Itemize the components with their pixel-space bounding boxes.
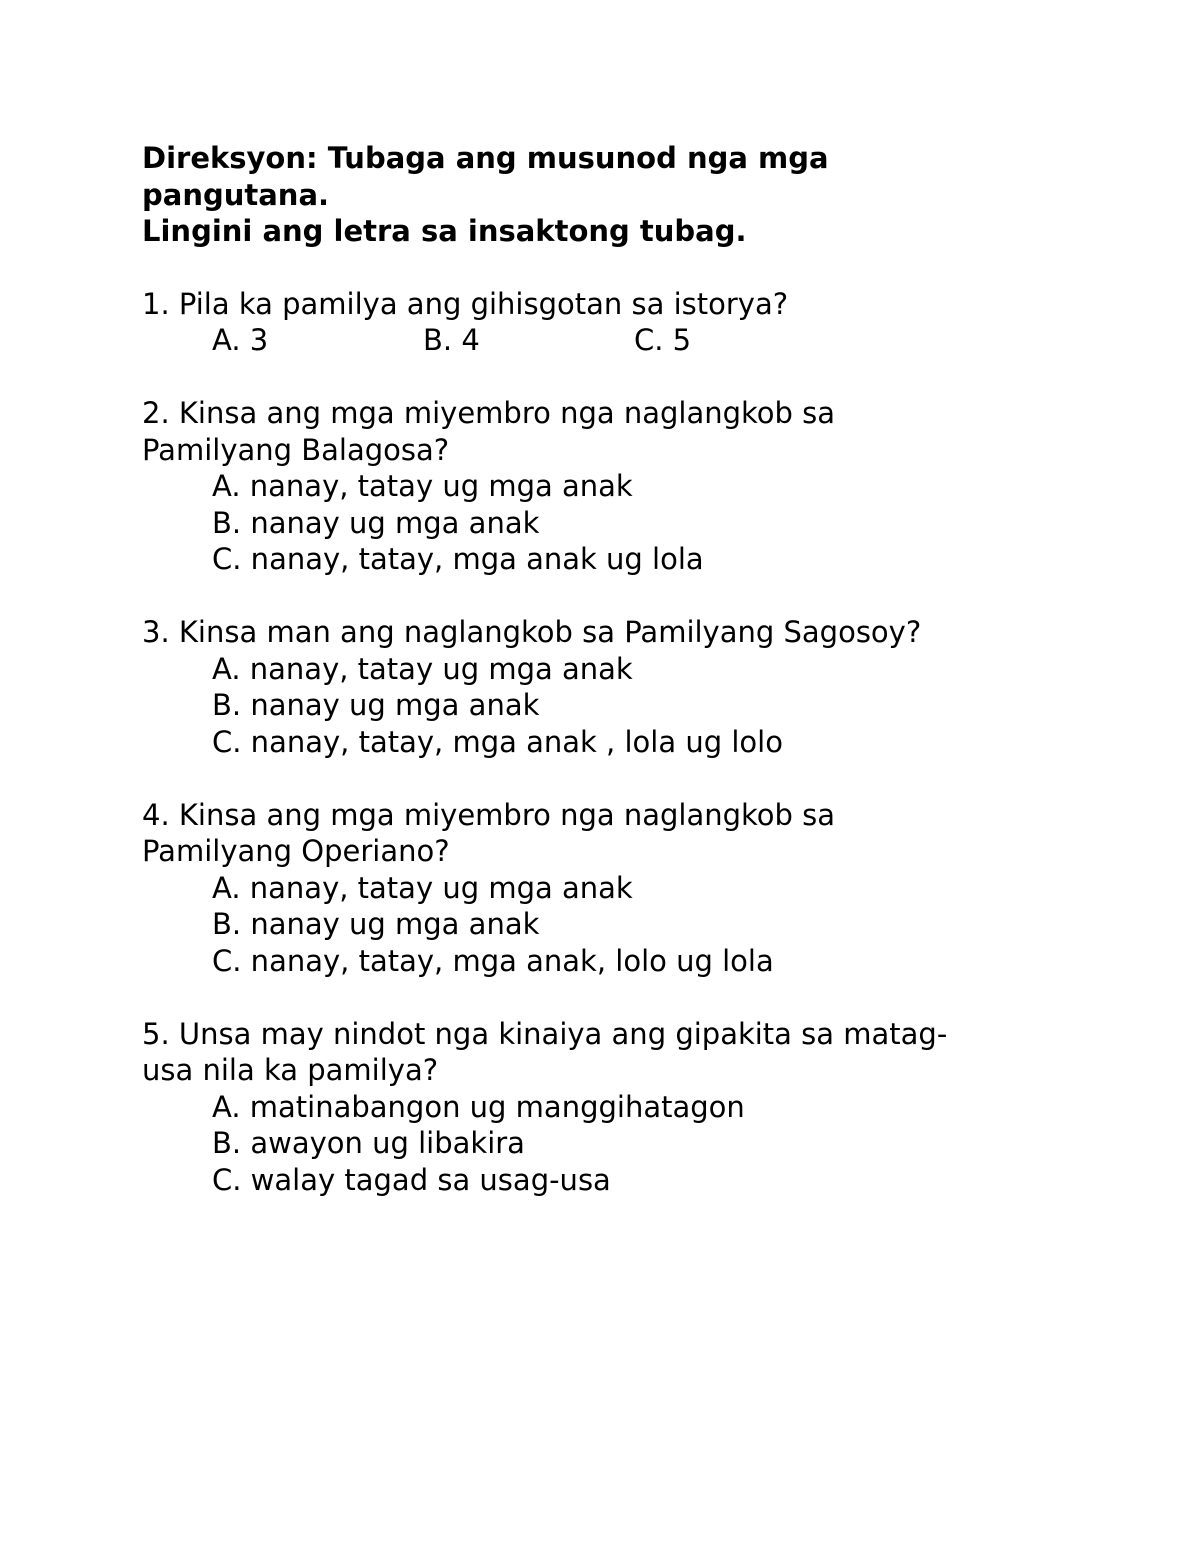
question-3-text: 3. Kinsa man ang naglangkob sa Pamilyang Sagosoy? xyxy=(142,615,922,649)
question-5-text-line-1: 5. Unsa may nindot nga kinaiya ang gipakita sa matag- xyxy=(142,1016,948,1051)
question-2-choice-a[interactable]: A. nanay, tatay ug mga anak xyxy=(212,469,633,503)
question-1-choice-a[interactable]: A. 3 xyxy=(212,323,269,357)
question-5-choice-b[interactable]: B. awayon ug libakira xyxy=(212,1126,525,1160)
directions-line-3: Lingini ang letra sa insaktong tubag. xyxy=(142,214,747,248)
question-2-text-line-2: Pamilyang Balagosa? xyxy=(142,432,450,467)
question-2-choices xyxy=(142,468,1042,578)
question-4-choice-c[interactable]: C. nanay, tatay, mga anak, lolo ug lola xyxy=(212,943,774,978)
question-1-choices xyxy=(142,322,1042,359)
question-5 xyxy=(142,1016,1042,1199)
question-5-choices xyxy=(142,1089,1042,1199)
question-5-choice-c[interactable]: C. walay tagad sa usag-usa xyxy=(212,1162,611,1197)
question-2 xyxy=(142,395,1042,578)
question-3-choice-a[interactable]: A. nanay, tatay ug mga anak xyxy=(212,651,633,686)
question-1 xyxy=(142,286,1042,359)
question-4-choices xyxy=(142,870,1042,980)
question-3 xyxy=(142,614,1042,760)
directions-line-1: Direksyon: Tubaga ang musunod nga mga xyxy=(142,141,829,175)
question-5-text-line-2: usa nila ka pamilya? xyxy=(142,1053,439,1087)
question-2-choice-b[interactable]: B. nanay ug mga anak xyxy=(212,505,540,540)
question-3-choices xyxy=(142,651,1042,761)
directions-line-2: pangutana. xyxy=(142,177,330,212)
question-4 xyxy=(142,797,1042,980)
question-4-choice-b[interactable]: B. nanay ug mga anak xyxy=(212,907,540,941)
question-1-text: 1. Pila ka pamilya ang gihisgotan sa istorya? xyxy=(142,286,789,321)
question-4-text-line-2: Pamilyang Operiano? xyxy=(142,834,450,868)
directions xyxy=(142,140,1042,250)
question-1-choice-b[interactable]: B. 4 xyxy=(423,323,480,357)
question-4-choice-a[interactable]: A. nanay, tatay ug mga anak xyxy=(212,870,633,905)
question-3-choice-b[interactable]: B. nanay ug mga anak xyxy=(212,688,540,722)
question-3-choice-c[interactable]: C. nanay, tatay, mga anak , lola ug lolo xyxy=(212,724,783,759)
question-1-choice-c[interactable]: C. 5 xyxy=(634,323,692,357)
question-4-text-line-1: 4. Kinsa ang mga miyembro nga naglangkob sa xyxy=(142,797,836,832)
question-5-choice-a[interactable]: A. matinabangon ug manggihatagon xyxy=(212,1089,745,1124)
document-page xyxy=(142,140,1042,1235)
question-2-choice-c[interactable]: C. nanay, tatay, mga anak ug lola xyxy=(212,542,704,576)
question-2-text-line-1: 2. Kinsa ang mga miyembro nga naglangkob sa xyxy=(142,396,836,430)
